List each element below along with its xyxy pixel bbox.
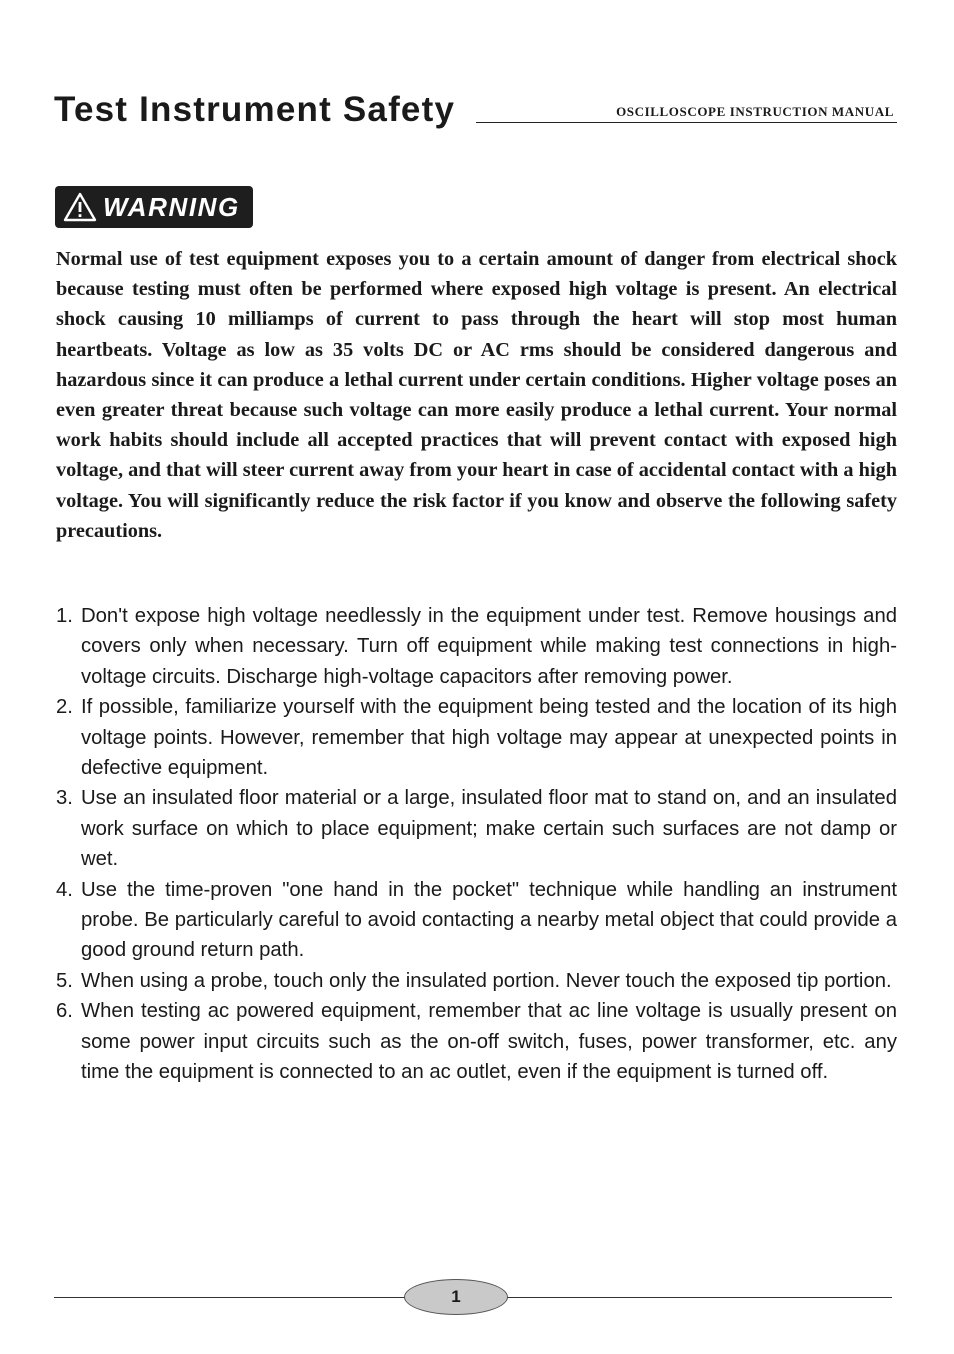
- list-item: [56, 996, 897, 1087]
- list-item-number: 6.: [56, 1000, 73, 1023]
- list-item-number: 4.: [56, 878, 73, 901]
- list-item-text: Use the time-proven "one hand in the pocket" technique while handling an instrument probe. Be particularly careful to avoid contacting a nearby metal object that could provide a good ground return path.: [81, 878, 897, 962]
- list-item-number: 3.: [56, 787, 73, 810]
- list-item-text: If possible, familiarize yourself with the equipment being tested and the location of its high voltage points. However, remember that high voltage may appear at unexpected points in defective equipment.: [81, 696, 897, 780]
- list-item: [56, 783, 897, 874]
- list-item-text: Use an insulated floor material or a large, insulated floor mat to stand on, and an insulated work surface on which to place equipment; make certain such surfaces are not damp or wet.: [81, 787, 897, 871]
- precautions-list: [56, 601, 897, 1088]
- warning-triangle-icon: [63, 192, 97, 222]
- header-rule: [476, 122, 897, 123]
- warning-badge: [55, 186, 253, 228]
- list-item: [56, 966, 897, 996]
- page-title: Test Instrument Safety: [54, 90, 456, 129]
- list-item: [56, 601, 897, 692]
- list-item-text: Don't expose high voltage needlessly in the equipment under test. Remove housings and covers only when necessary. Turn off equipment while making test connections in high-voltage circuits. Discharge high-voltage capacitors after removing power.: [81, 605, 897, 688]
- list-item-text: When testing ac powered equipment, remember that ac line voltage is usually present on some power input circuits such as the on-off switch, fuses, power transformer, etc. any time the equipment is connected to an ac outlet, even if the equipment is turned off.: [81, 1000, 897, 1084]
- page-number: 1: [404, 1279, 508, 1315]
- list-item-number: 5.: [56, 969, 73, 992]
- list-item: [56, 875, 897, 966]
- manual-name: OSCILLOSCOPE INSTRUCTION MANUAL: [616, 104, 894, 119]
- list-item: [56, 692, 897, 783]
- list-item-text: When using a probe, touch only the insulated portion. Never touch the exposed tip portion.: [81, 969, 892, 992]
- list-item-number: 2.: [56, 696, 73, 719]
- warning-paragraph: Normal use of test equipment exposes you to a certain amount of danger from electrical shock because testing must often be performed where exposed high voltage is present. An electrical shock causing 10 milliamps of current to pass through the heart will stop most human heartbeats. Voltage as low as 35 volts DC or AC rms should be considered dangerous and hazardous since it can produce a lethal current under certain conditions. Higher voltage poses an even greater threat because such voltage can more easily produce a lethal current. Your normal work habits should include all accepted practices that will prevent contact with exposed high voltage, and that will steer current away from your heart in case of accidental contact with a high voltage. You will significantly reduce the risk factor if you know and observe the following safety precautions.: [56, 248, 897, 542]
- list-item-number: 1.: [56, 605, 73, 627]
- warning-label: WARNING: [103, 191, 240, 222]
